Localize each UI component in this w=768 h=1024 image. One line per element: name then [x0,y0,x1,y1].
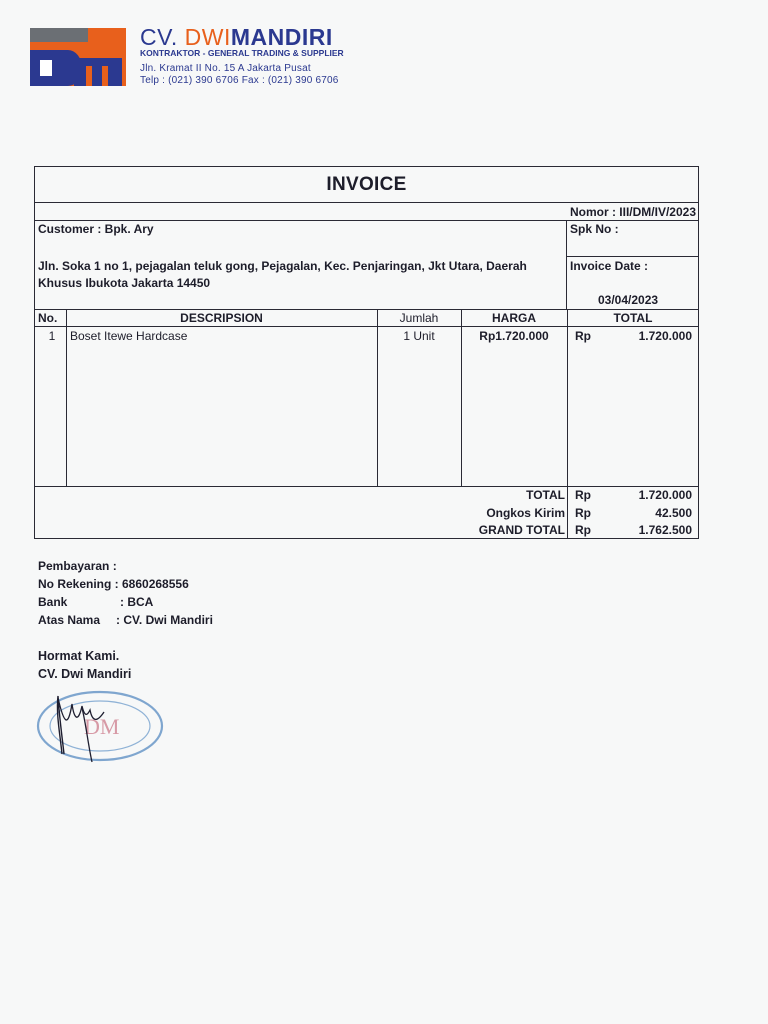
row-price: Rp1.720.000 [479,329,549,343]
closing-company: CV. Dwi Mandiri [38,667,132,681]
summary-value: 42.500 [655,506,692,520]
payment-bank-value: : BCA [120,595,154,609]
stamp-monogram: DM [84,714,120,739]
row-qty: 1 Unit [403,329,435,343]
row-currency: Rp [575,329,591,343]
divider [34,326,699,327]
customer-name: Customer : Bpk. Ary [38,222,154,236]
row-no: 1 [48,329,56,343]
invoice-date: 03/04/2023 [598,293,659,307]
payment-holder-value: : CV. Dwi Mandiri [116,613,213,627]
company-logo [30,28,126,86]
customer-address-line2: Khusus Ibukota Jakarta 14450 [38,276,211,290]
customer-address-line1: Jln. Soka 1 no 1, pejagalan teluk gong, Pejagalan, Kec. Penjaringan, Jkt Utara, Daerah [38,259,527,273]
signature [57,696,64,754]
summary-currency: Rp [575,506,591,520]
invoice-number: Nomor : III/DM/IV/2023 [569,205,696,219]
company-phone: Telp : (021) 390 6706 Fax : (021) 390 6706 [140,75,339,86]
company-name-part1: DWI [184,24,231,50]
company-address: Jln. Kramat II No. 15 A Jakarta Pusat [140,63,311,74]
col-header-price: HARGA [492,311,536,325]
company-subtitle: KONTRAKTOR - GENERAL TRADING & SUPPLIER [140,48,344,58]
invoice-title: INVOICE [326,174,407,195]
summary-label: TOTAL [526,488,565,502]
company-name [140,24,333,50]
divider [566,256,699,257]
payment-account: No Rekening : 6860268556 [38,577,189,591]
invoice-date-label: Invoice Date : [570,259,649,273]
divider [566,220,567,309]
summary-label: GRAND TOTAL [478,523,565,537]
company-name-part2: MANDIRI [230,24,333,50]
summary-value: 1.720.000 [638,488,692,502]
summary-currency: Rp [575,488,591,502]
payment-bank-label: Bank [38,595,68,609]
row-total: 1.720.000 [638,329,692,343]
col-header-qty: Jumlah [399,311,439,325]
company-name-prefix: CV. [140,24,178,50]
summary-label: Ongkos Kirim [486,506,565,520]
company-stamp [34,684,168,764]
closing-regards: Hormat Kami. [38,649,120,663]
divider [66,309,67,486]
divider [34,309,699,310]
col-header-total: TOTAL [613,311,653,325]
summary-value: 1.762.500 [638,523,692,537]
spk-label: Spk No : [570,222,619,236]
divider [34,220,699,221]
divider [34,202,699,203]
payment-holder-label: Atas Nama [38,613,101,627]
col-header-desc: DESCRIPSION [180,311,263,325]
payment-heading: Pembayaran : [38,559,117,573]
col-header-no: No. [38,311,58,325]
divider [34,486,699,487]
summary-currency: Rp [575,523,591,537]
row-desc: Boset Itewe Hardcase [70,329,188,343]
divider [567,309,568,539]
